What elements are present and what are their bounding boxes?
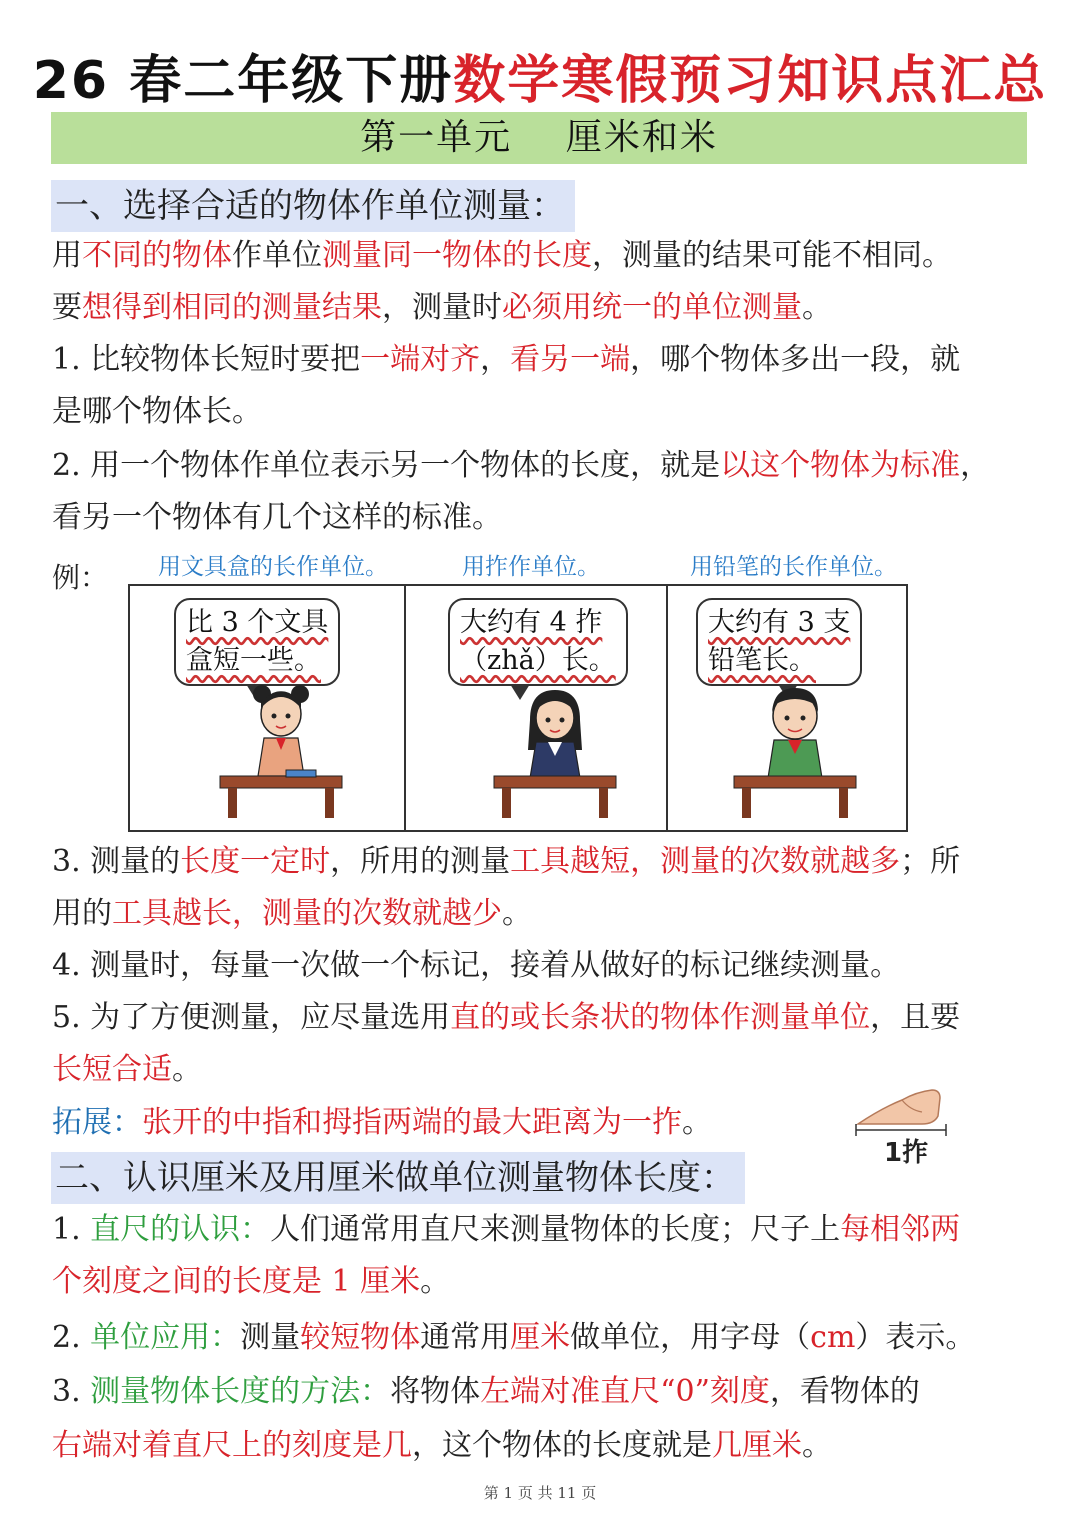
girl-measuring-illustration	[490, 680, 620, 820]
highlight: 长度一定时	[180, 844, 331, 879]
s1-item4: 4. 测量时，每量一次做一个标记，接着从做好的标记继续测量。	[52, 948, 901, 983]
text: 作单位	[232, 238, 322, 273]
text: ，这个物体的长度就是	[412, 1428, 712, 1463]
highlight: 测量的次数就越多	[660, 844, 901, 879]
s1-item5-line2	[52, 1050, 202, 1090]
text: 。	[802, 290, 832, 325]
girl-at-desk-illustration	[216, 680, 346, 820]
s1-item3-line2	[52, 894, 532, 934]
s1-paragraph-1	[52, 236, 952, 276]
text: 人们通常用直尺来测量物体的长度；尺子上	[270, 1212, 841, 1247]
highlight: 想得到相同的测量结果	[82, 290, 382, 325]
extension-label: 拓展：	[52, 1105, 142, 1140]
section2-heading: 二、认识厘米及用厘米做单位测量物体长度：	[51, 1152, 745, 1204]
panel-divider	[666, 586, 668, 830]
text: 要	[52, 290, 82, 325]
s2-item3-line1	[52, 1372, 920, 1412]
caption-2: 用拃作单位。	[462, 554, 600, 580]
text: 用的	[52, 896, 112, 931]
highlight: 看另一端	[510, 342, 631, 377]
text: 。	[172, 1052, 202, 1087]
highlight: 直的或长条状的物体作测量单位	[450, 1000, 871, 1035]
s1-item1-line1	[52, 340, 960, 380]
text: 5. 为了方便测量，应尽量选用	[52, 1000, 451, 1035]
highlight: 不同的物体	[82, 238, 232, 273]
bubble-text: 大约有 3 支	[708, 607, 851, 638]
highlight: 几厘米	[712, 1428, 802, 1463]
text: ，哪个物体多出一段，就	[630, 342, 961, 377]
hand-span-label: 1拃	[884, 1138, 929, 1168]
text: ，测量的结果可能不相同。	[592, 238, 952, 273]
text: 3.	[52, 1374, 91, 1409]
highlight: 一端对齐	[360, 342, 481, 377]
speech-bubble-2	[448, 598, 628, 686]
s1-item2-line1	[52, 446, 990, 486]
speech-bubble-3	[696, 598, 862, 686]
highlight: 每相邻两	[840, 1212, 961, 1247]
bubble-text: （zhǎ）长。	[460, 645, 616, 676]
highlight: 测量同一物体的长度	[322, 238, 592, 273]
highlight: 厘米	[510, 1320, 571, 1355]
text: 1.	[52, 1212, 91, 1247]
term-label: 直尺的认识：	[90, 1212, 271, 1247]
example-comic	[128, 584, 908, 832]
unit-banner: 第一单元 厘米和米	[51, 112, 1027, 164]
title-part-red: 数学寒假预习知识点汇总	[453, 51, 1048, 111]
text: 将物体	[390, 1374, 481, 1409]
text: ，	[960, 448, 991, 483]
speech-bubble-1	[174, 598, 340, 686]
highlight: 测量的次数就越少	[262, 896, 502, 931]
text: 通常用	[420, 1320, 511, 1355]
highlight: 左端对准直尺“0”刻度	[480, 1374, 770, 1409]
s1-item3-line1	[52, 842, 960, 882]
highlight: 个刻度之间的长度是 1 厘米	[52, 1264, 421, 1299]
text: 2. 用一个物体作单位表示另一个物体的长度，就是	[52, 448, 721, 483]
page-footer: 第 1 页 共 11 页	[483, 1484, 597, 1502]
highlight: ，	[232, 896, 262, 931]
bubble-text: 盒短一些。	[186, 645, 321, 676]
s1-item5-line1	[52, 998, 960, 1038]
title-part-black: 26 春二年级下册	[32, 51, 454, 111]
term-label: 单位应用：	[90, 1320, 241, 1355]
bubble-text: 比 3 个文具	[186, 607, 329, 638]
text: 。	[802, 1428, 832, 1463]
hand-span-icon	[852, 1086, 952, 1136]
highlight: ，	[630, 844, 661, 879]
example-label: 例：	[52, 561, 109, 594]
highlight: 右端对着直尺上的刻度是几	[52, 1428, 412, 1463]
text: ，看物体的	[769, 1374, 920, 1409]
text: 做单位，用字母（	[570, 1320, 811, 1355]
text: 1. 比较物体长短时要把	[52, 342, 361, 377]
text: ，测量时	[382, 290, 502, 325]
text: 2.	[52, 1320, 91, 1355]
s2-item2	[52, 1318, 975, 1358]
text: 用	[52, 238, 82, 273]
text: 测量	[240, 1320, 301, 1355]
highlight: 张开的中指和拇指两端的最大距离为一拃	[142, 1105, 682, 1140]
highlight: 以这个物体为标准	[720, 448, 961, 483]
highlight: 长短合适	[52, 1052, 172, 1087]
section1-heading: 一、选择合适的物体作单位测量：	[51, 180, 575, 232]
text: ；所	[900, 844, 961, 879]
text: ，所用的测量	[330, 844, 511, 879]
page-title	[0, 38, 1080, 113]
highlight: 必须用统一的单位测量	[502, 290, 802, 325]
s1-item1-line2: 是哪个物体长。	[52, 394, 262, 429]
text: ，	[480, 342, 511, 377]
caption-1: 用文具盒的长作单位。	[158, 554, 388, 580]
extension-note	[52, 1103, 712, 1143]
text: ）表示。	[855, 1320, 976, 1355]
bubble-text: 大约有 4 拃	[460, 607, 603, 638]
highlight: 工具越长	[112, 896, 232, 931]
text: 。	[682, 1105, 712, 1140]
boy-at-desk-illustration	[730, 680, 860, 820]
text: 。	[502, 896, 532, 931]
text: 3. 测量的	[52, 844, 181, 879]
s1-paragraph-2	[52, 288, 832, 328]
caption-3: 用铅笔的长作单位。	[690, 554, 897, 580]
bubble-text: 铅笔长。	[708, 645, 816, 676]
text: 。	[420, 1264, 451, 1299]
text: ，且要	[870, 1000, 961, 1035]
highlight: cm	[810, 1320, 856, 1355]
s1-item2-line2: 看另一个物体有几个这样的标准。	[52, 500, 502, 535]
s2-item1-line2	[52, 1262, 450, 1302]
panel-divider	[404, 586, 406, 830]
term-label: 测量物体长度的方法：	[90, 1374, 391, 1409]
highlight: 工具越短	[510, 844, 631, 879]
s2-item1-line1	[52, 1210, 960, 1250]
highlight: 较短物体	[300, 1320, 421, 1355]
s2-item3-line2	[52, 1426, 832, 1466]
